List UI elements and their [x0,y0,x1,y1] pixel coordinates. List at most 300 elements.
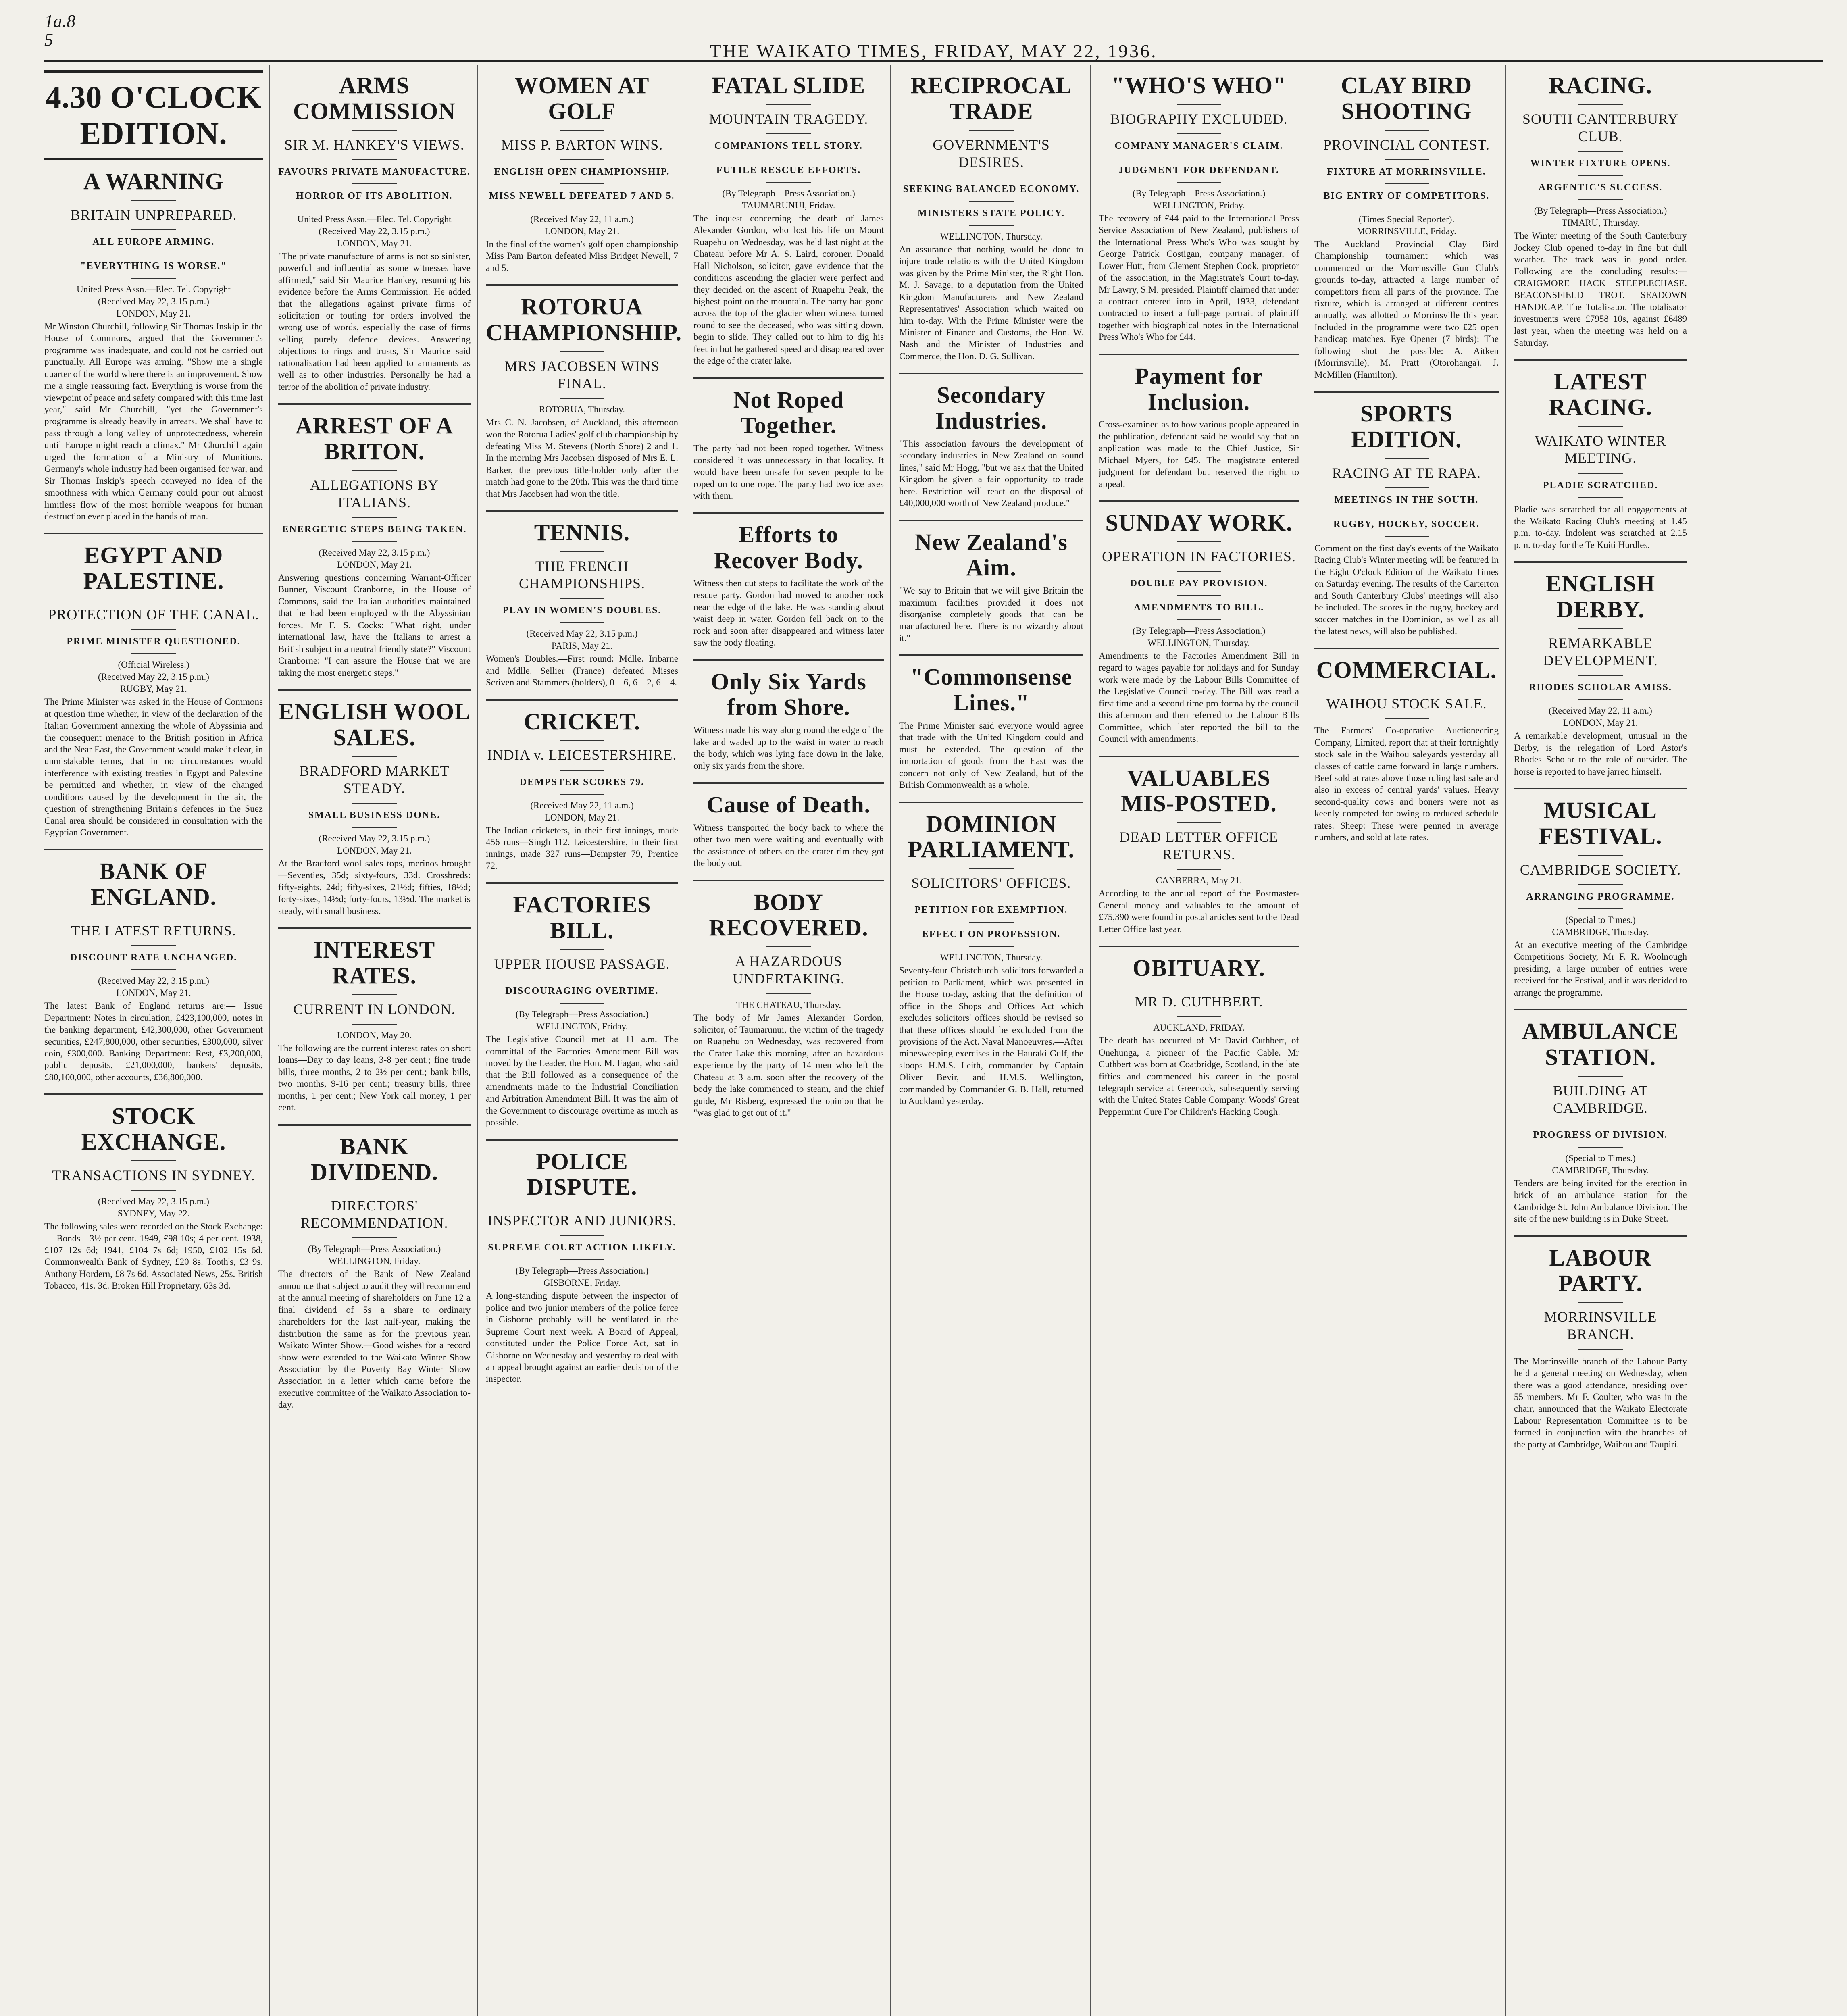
headline-rule [352,183,397,184]
article-body: The Prime Minister said everyone would agree that trade with the United Kingdom could and must be extended. The question of the importation of goods from the East was the concern not only of New Zealand, but of the British Commonwealth as a whole. [899,720,1083,790]
headline-rule [352,1237,397,1238]
article-body: Witness then cut steps to facilitate the work of the rescue party. Gordon had moved to another rock near the edge of the lake. He was standing about waist deep in water. Gordon fell back on to the rock and soon after disappeared and witness later saw the body floating. [693,578,884,648]
article-credit: (By Telegraph—Press Association.) [1132,626,1266,636]
article [693,782,884,869]
article-subhead: MRS JACOBSEN WINS FINAL. [504,358,660,392]
article-credit: (Official Wireless.) [118,660,189,670]
headline-rule [560,740,604,741]
article-body: Seventy-four Christchurch solicitors forwarded a petition to Parliament, which was presented in the House to-day, asking that the definition of office in the Shops and Offices Act which excludes solicitors' offices should be revised so that these offices should be excluded from the provisions of the Act. Naval Manoeuvres.—After minesweeping exercises in the Hauraki Gulf, the sloops H.M.S. Leith, commanded by Captain Oliver Bevir, and H.M.S. Wellington, commanded by Commander G. B. Hall, returned to Auckland yesterday. [899,965,1083,1106]
headline-rule [352,994,397,995]
article-divider [1514,788,1687,789]
article-subhead: HORROR OF ITS ABOLITION. [296,190,453,201]
article-subhead: BUILDING AT CAMBRIDGE. [1553,1082,1648,1116]
article-divider [1314,648,1499,649]
article [1514,1009,1687,1225]
article [44,849,263,1083]
headline-rule [560,1259,604,1260]
headline-rule [1385,536,1429,537]
masthead [44,28,1823,62]
headline-rule [560,398,604,399]
article-headline: New Zealand's Aim. [915,529,1068,581]
article-received: (Received May 22, 3.15 p.m.) [98,296,209,306]
article-body: The Farmers' Co-operative Auctioneering Company, Limited, report that at their fortnightly stock sale in the Waihou saleyards yesterday all classes of cattle came forward in large numbers. Beef sold at rates above those ruling last sale and also in excess of central yards' values. Heavy second-quality cows and boners were not as keenly competed for owing to reduced schedule rates. Sheep: These were penned in average numbers, and sold at late rates. [1314,725,1499,843]
article-headline: RACING. [1549,72,1652,98]
article-divider [486,510,678,512]
article-body: Mr Winston Churchill, following Sir Thomas Inskip in the House of Commons, argued that the Government's programme was inadequate, and could not be carried out punctually. All Europe was arming. "Show me a single quarter of the world where there is an improvement. Show me a single reassuring fact. Everything is worse from the viewpoint of peace and safety compared with this time last year," said Mr Churchill, "yet the Government's programme is already heavily in arrears. We shall have to pass through a long valley of unprotectedness, wherein until Europe might reach a climax." Mr Churchill again urged the formation of a Ministry of Munitions. Germany's whole industry had been organised for war, and Sir Thomas Inskip's speech conveyed no idea of the smoothness with which Germany could pour out almost limitless flow of the most horrible weapons for human destruction ever placed in the hands of man. [44,321,263,521]
article-subhead: MR D. CUTHBERT. [1135,993,1263,1010]
article-dateline: MORRINSVILLE, Friday. [1356,226,1457,236]
article-credit: (By Telegraph—Press Association.) [1132,188,1266,198]
article-divider [44,849,263,850]
article-subhead: CAMBRIDGE SOCIETY. [1520,861,1681,878]
article-headline: LABOUR PARTY. [1549,1244,1652,1297]
article [693,880,884,1119]
headline-rule [1578,908,1623,909]
article-received: (Received May 22, 3.15 p.m.) [98,672,209,682]
article-body: A long-standing dispute between the inspector of police and two junior members of the police force in Gisborne probably will be ventilated in the Supreme Court next week. A Board of Appeal, constituted under the Police Force Act, sat in Gisborne on Wednesday and yesterday to deal with an appeal brought against an earlier decision of the inspector. [486,1291,678,1384]
headline-rule [969,201,1014,202]
article-credit: (By Telegraph—Press Association.) [722,188,855,198]
article-divider [1099,354,1299,355]
article-divider [899,802,1083,803]
article-divider [44,533,263,534]
article-dateline: GISBORNE, Friday. [543,1278,621,1288]
article-body: The party had not been roped together. Witness considered it was unnecessary in that locality. It would have been unsafe for seven people to be roped on to one rope. The party had two ice axes with them. [693,443,884,501]
article-headline: VALUABLES MIS-POSTED. [1121,764,1277,817]
article-divider [44,1093,263,1095]
headline-rule [1578,884,1623,885]
headline-rule [560,159,604,160]
article-dateline: THE CHATEAU, Thursday. [736,1000,841,1010]
article [1099,354,1299,490]
article-body: The Winter meeting of the South Canterbury Jockey Club opened to-day in fine but dull weather. The track was in good order. Following are the concluding results:— CRAIGMORE HACK STEEPLECHASE. BEACONSFIELD TROT. SEADOWN HANDICAP. The Totalisator. The totalisator investments were £7958 10s, against £6489 last year, when the meeting was held on a Saturday. [1514,231,1687,348]
headline-rule [1385,130,1429,131]
headline-rule [131,200,176,201]
article [486,882,678,1128]
article [1099,500,1299,745]
article-dateline: LONDON, May 21. [1563,718,1638,728]
article [1514,359,1687,551]
headline-rule [1385,718,1429,719]
headline-rule [766,104,811,105]
article [486,510,678,688]
article-subhead: RACING AT TE RAPA. [1332,464,1481,481]
headline-rule [352,541,397,542]
article-credit: (Special to Times.) [1565,1153,1636,1163]
article-received: (Received May 22, 3.15 p.m.) [319,548,430,558]
article-body: The following sales were recorded on the Stock Exchange:— Bonds—3½ per cent. 1949, £98 10s; 4 per cent. 1938, £107 12s 6d; 1941, £104 7s 6d; 1950, £102 15s 6d. Commonwealth Bank of Sydney, £20 8s. Tooth's, £3 9s. Anthony Hordern, £8 7s 6d. Associated News, 25s. British Tobacco, 41s. 3d. Broken Hill Proprietary, 63s 3d. [44,1221,263,1291]
article-subhead: EFFECT ON PROFESSION. [922,929,1061,940]
article-body: The Prime Minister was asked in the House of Commons at question time whether, in view of the declaration of the Italian Government annexing the whole of Abyssinia and the consequent menace to the British position in Africa and the Near East, the Government would make it clear, in unmistakable terms, that in no circumstances would interference with existing treaties in Egypt and Palestine be permitted and whether, in view of the changed conditions caused by the development in the air, the question of strengthening Britain's defences in the Suez Canal area should be considered in consultation with the Egyptian Government. [44,697,263,838]
headline-rule [560,949,604,950]
headline-rule [560,1003,604,1004]
article-dateline: TIMARU, Thursday. [1562,218,1639,228]
article-divider [486,699,678,701]
article-credit: (By Telegraph—Press Association.) [1534,206,1667,216]
article-headline: RECIPROCAL TRADE [910,72,1072,124]
headline-rule [131,278,176,279]
column-3 [486,65,685,2016]
headline-rule [1578,1349,1623,1350]
article-subhead: THE FRENCH CHAMPIONSHIPS. [518,558,646,592]
article-divider [1514,1235,1687,1237]
article-dateline: WELLINGTON, Friday. [328,1256,421,1266]
article-divider [278,927,471,929]
article-body: In the final of the women's golf open championship Miss Pam Barton defeated Miss Bridget Newell, 7 and 5. [486,239,678,273]
article [278,689,471,917]
article-body: The recovery of £44 paid to the International Press Service Association of New Zealand, publishers of the International Press Who's Who was sought by George Patrick Costigan, company manager, of Lower Hutt, from Clement Stephen Cook, proprietor of the association, in the Magistrate's Court to-day. Mr Lawry, S.M. presided. Plaintiff claimed that under a contract entered into in April, 1933, defendant contracted to insert a full-page portrait of plaintiff together with biographical notes in the International Press Who's Who for £44. [1099,213,1299,342]
article-subhead: COMPANY MANAGER'S CLAIM. [1114,140,1283,151]
article-subhead: "EVERYTHING IS WORSE." [80,260,227,271]
headline-rule [1177,541,1221,542]
article-dateline: WELLINGTON, Friday. [1153,200,1245,210]
article-body: Women's Doubles.—First round: Mdlle. Iribarne and Mdlle. Sellier (France) defeated Misses Scriven and Stammers (holders), 0—6, 6—2, 6—4. [486,654,678,688]
headline-rule [1578,1147,1623,1148]
article-divider [693,782,884,784]
article [1514,73,1687,349]
article-dateline: LONDON, May 21. [337,238,412,248]
article-subhead: FIXTURE AT MORRINSVILLE. [1327,166,1486,177]
article-body: The directors of the Bank of New Zealand announce that subject to audit they will recommend at the annual meeting of shareholders on June 12 a final dividend of 5s a share to ordinary shareholders for the last half-year, making the distribution the same as for the previous year. Waikato Winter Show.—Good wishes for a record show were extended to the Waikato Winter Show Association by the Poverty Bay Winter Show Association in a letter which came before the executive committee of the Waikato Association to-day. [278,1269,471,1410]
article-dateline: WELLINGTON, Friday. [536,1021,628,1032]
article-body: Witness transported the body back to where the other two men were waiting and eventually with the assistance of others on the crater rim they got the body out. [693,822,884,868]
article-subhead: UPPER HOUSE PASSAGE. [494,956,670,972]
headline-rule [560,1235,604,1236]
article-subhead: DIRECTORS' RECOMMENDATION. [300,1198,448,1231]
article-subhead: PETITION FOR EXEMPTION. [914,905,1068,916]
article-headline: ENGLISH DERBY. [1545,571,1655,623]
headline-rule [131,945,176,946]
headline-rule [131,969,176,970]
article-headline: FACTORIES BILL. [513,891,651,944]
article-headline: BANK OF ENGLAND. [90,858,217,910]
article-body: The following are the current interest rates on short loans—Day to day loans, 3-8 per cent.; fine trade bills, three months, 2 to 2½ per cent.; bank bills, two months, 9-16 per cent.; treasury bills, three months, 1 per cent.; New York call money, 1 per cent. [278,1043,471,1113]
column-8 [1514,65,1693,2016]
article [278,1124,471,1411]
article-divider [278,403,471,405]
article-headline: Not Roped Together. [733,386,844,439]
headline-rule [969,922,1014,923]
article-subhead: BRITAIN UNPREPARED. [70,206,237,223]
headline-rule [1578,1302,1623,1303]
article-divider [1099,500,1299,502]
headline-rule [560,770,604,771]
headline-rule [1578,497,1623,498]
article-dateline: LONDON, May 20. [337,1030,412,1040]
article-dateline: LONDON, May 21. [337,560,412,570]
article-headline: TENNIS. [534,519,630,546]
article [693,73,884,367]
article-subhead: WAIHOU STOCK SALE. [1326,696,1487,712]
article-divider [1514,1009,1687,1010]
headline-rule [1578,104,1623,105]
headline-rule [352,756,397,757]
article [693,512,884,648]
article-subhead: FUTILE RESCUE EFFORTS. [716,165,861,175]
article-headline: EGYPT AND PALESTINE. [83,542,224,594]
headline-rule [560,551,604,552]
article-divider [1514,561,1687,563]
article-subhead: WINTER FIXTURE OPENS. [1530,158,1671,169]
article-subhead: GOVERNMENT'S DESIRES. [933,136,1050,170]
article [486,1139,678,1385]
headline-rule [131,1190,176,1191]
article-headline: INTEREST RATES. [313,937,435,989]
article-credit: United Press Assn.—Elec. Tel. Copyright [297,214,452,224]
headline-rule [352,827,397,828]
headline-rule [1385,159,1429,160]
article-headline: "WHO'S WHO" [1111,72,1287,98]
article [44,70,263,522]
article-received: (Received May 22, 3.15 p.m.) [319,226,430,236]
article [1314,391,1499,637]
article-subhead: REMARKABLE DEVELOPMENT. [1543,635,1658,669]
article [899,73,1083,362]
article [899,654,1083,791]
article-subhead: SMALL BUSINESS DONE. [308,810,441,821]
article-headline: STOCK EXCHANGE. [81,1103,226,1155]
article-body: Witness made his way along round the edge of the lake and waded up to the waist in water to reach the body, which was lying face down in the lake, only six yards from the shore. [693,725,884,771]
article [278,73,471,393]
headline-rule [1578,473,1623,474]
article-divider [693,659,884,661]
headline-rule [766,946,811,947]
article-dateline: PARIS, May 21. [551,641,613,651]
article-body: The Indian cricketers, in their first innings, made 456 runs—Singh 112. Leicestershire, in their first innings, made 327 runs—Dempster 79, Prentice 72. [486,825,678,871]
article-body: According to the annual report of the Postmaster-General money and valuables to the amount of £75,390 were found in postal articles sent to the Dead Letter Office last year. [1099,888,1299,934]
headline-rule [352,470,397,471]
article-dateline: TAUMARUNUI, Friday. [742,200,835,210]
article-subhead: FAVOURS PRIVATE MANUFACTURE. [278,166,471,177]
article-dateline: LONDON, May 21. [337,845,412,856]
article-subhead: INDIA v. LEICESTERSHIRE. [487,747,677,763]
article-dateline: WELLINGTON, Thursday. [940,231,1043,242]
article [1099,756,1299,935]
article-subhead: PROTECTION OF THE CANAL. [48,606,259,623]
article [1514,788,1687,998]
article-body: The latest Bank of England returns are:— Issue Department: Notes in circulation, £423,100,000, notes in the banking department, £42,300,000, other Government securities, £247,800,000, other securities, £300,000, silver coin, £300,000. Banking Department: Rest, £3,200,000, public deposits, £21,000,000, bankers' deposits, £80,100,000, other accounts, £36,800,000. [44,1001,263,1082]
headline-rule [131,653,176,654]
article-subhead: A HAZARDOUS UNDERTAKING. [733,953,845,987]
article-subhead: PRIME MINISTER QUESTIONED. [67,636,241,647]
headline-rule [766,993,811,994]
headline-rule [1578,675,1623,676]
article [1514,561,1687,777]
headline-rule [352,130,397,131]
article-received: (Received May 22, 11 a.m.) [530,800,634,810]
article-body: The death has occurred of Mr David Cuthbert, of Onehunga, a pioneer of the Pacific Cable. Mr Cuthbert was born at Coatbridge, Scotland, in the late fifties and commenced his career in the postal telegraph service at Greenock, subsequently serving with the United States Cable Company. Woods' Great Peppermint Cure For Children's Hacking Cough. [1099,1035,1299,1117]
article-body: An assurance that nothing would be done to injure trade relations with the United Kingdom was given by the Prime Minister, the Right Hon. M. J. Savage, to a deputation from the United Kingdom Manufacturers and New Zealand Representatives' Association which waited on him to-day. With the Prime Minister were the Minister of Finance and Customs, the Hon. W. Nash and the Minister of Industries and Commerce, the Hon. D. G. Sullivan. [899,244,1083,361]
article-subhead: ENERGETIC STEPS BEING TAKEN. [282,524,467,535]
article-divider [1514,359,1687,361]
headline-rule [1578,855,1623,856]
headline-rule [560,794,604,795]
article [486,284,682,500]
headline-rule [1578,151,1623,152]
article-subhead: ENGLISH OPEN CHAMPIONSHIP. [494,166,670,177]
article-subhead: WAIKATO WINTER MEETING. [1535,433,1666,467]
article-divider [278,689,471,691]
article [1314,73,1499,381]
article-subhead: ARRANGING PROGRAMME. [1526,891,1675,902]
article-received: (Received May 22, 3.15 p.m.) [526,629,638,639]
corner-mark: 1a.8 5 [44,11,75,50]
headline-rule [560,130,604,131]
headline-rule [560,351,604,352]
article-headline: FATAL SLIDE [712,72,866,98]
article-subhead: RHODES SCHOLAR AMISS. [1529,682,1672,693]
masthead-text: THE WAIKATO TIMES, FRIDAY, MAY 22, 1936. [710,41,1158,61]
headline-rule [1177,571,1221,572]
article-headline: ROTORUA CHAMPIONSHIP. [486,294,682,346]
article-subhead: RUGBY, HOCKEY, SOCCER. [1333,519,1480,529]
article-headline: BANK DIVIDEND. [310,1133,438,1185]
article-subhead: BIG ENTRY OF COMPETITORS. [1323,190,1490,201]
article [486,699,678,872]
headline-rule [969,225,1014,226]
headline-rule [1177,1016,1221,1017]
article-body: Comment on the first day's events of the Waikato Racing Club's Winter meeting will be featured in the Eight O'clock Edition of the Waikato Times on Saturday evening. The results of the Carterton and South Canterbury Clubs' meetings will also be included. The scores in the rugby, hockey and soccer matches in the Dominion, as well as all the latest news, will also be published. [1314,543,1499,636]
article-body: The Legislative Council met at 11 a.m. The committal of the Factories Amendment Bill was moved by the Leader, the Hon. M. Fagan, who said that the Bill followed as a consequence of the amendments made to the Industrial Conciliation and Arbitration Amendment Bill. It was the aim of the Government to discourage overtime as much as possible. [486,1034,678,1128]
article-received: (Received May 22, 3.15 p.m.) [98,1196,209,1207]
article-subhead: ALLEGATIONS BY ITALIANS. [310,477,439,510]
edition-banner: 4.30 O'CLOCK EDITION. [44,70,263,160]
article-subhead: MORRINSVILLE BRANCH. [1544,1309,1657,1343]
article-subhead: MOUNTAIN TRAGEDY. [709,110,868,127]
article-dateline: LONDON, May 21. [116,988,191,998]
article-headline: Cause of Death. [706,791,871,818]
article-subhead: DEAD LETTER OFFICE RETURNS. [1119,829,1279,863]
article-divider [278,1124,471,1126]
article-subhead: CURRENT IN LONDON. [293,1001,456,1017]
article-subhead: SOLICITORS' OFFICES. [911,875,1071,891]
headline-rule [766,133,811,134]
article-body: The inquest concerning the death of James Alexander Gordon, who lost his life on Mount Ruapehu on Wednesday, was held last night at the Chateau before Mr A. S. Laird, coroner. Donald Hall Nicholson, solicitor, gave evidence that the conditions ascending the glacier were perfect and they decided on the ascent of Ruapehu Peak, the highest point on the mountain. The party had gone across the top of the glacier when witness turned round to see the deceased, who was sitting down, begin to slide. They called out to him to dig his feet in but he gathered speed and disappeared over the edge of the crater lake. [693,213,884,366]
article-headline: SUNDAY WORK. [1105,510,1293,536]
headline-rule [1177,182,1221,183]
article-body: Mrs C. N. Jacobsen, of Auckland, this afternoon won the Rotorua Ladies' golf club championship by defeating Miss M. Stevens (North Shore) 2 and 1. In the morning Mrs Jacobsen disposed of Mrs E. L. Barker, the previous title-holder only after the match had gone to the 20th. This was the third time that Mrs Jacobsen had won the title. [486,417,678,499]
article-credit: (By Telegraph—Press Association.) [515,1266,649,1276]
article-headline: CLAY BIRD SHOOTING [1341,72,1472,124]
article-dateline: CAMBRIDGE, Thursday. [1552,927,1649,937]
article-subhead: BRADFORD MARKET STEADY. [299,762,450,796]
article-headline: ENGLISH WOOL SALES. [278,698,471,750]
article-subhead: PROGRESS OF DIVISION. [1533,1129,1668,1140]
article-subhead: JUDGMENT FOR DEFENDANT. [1118,165,1280,175]
article-subhead: MINISTERS STATE POLICY. [918,208,1065,219]
article-body: "This association favours the development of secondary industries in New Zealand on sound lines," said Mr Hogg, "but we ask that the United Kingdom be given a fair opportunity to trade here. Restriction will react on the disposal of £40,000,000 worth of New Zealand produce." [899,438,1083,508]
article-body: Cross-examined as to how various people appeared in the publication, defendant said he would say that an application was made to the Chief Justice, Sir Michael Myers, for £45. The magistrate entered judgment for defendant but reserved the right to appeal. [1099,419,1299,489]
article [1099,73,1299,343]
article-headline: MUSICAL FESTIVAL. [1539,797,1662,849]
headline-rule [352,159,397,160]
article-dateline: AUCKLAND, FRIDAY. [1153,1023,1245,1033]
article [486,73,678,274]
article-headline: Only Six Yards from Shore. [711,668,866,721]
article-divider [1099,756,1299,757]
article [1314,648,1499,843]
columns [44,65,1823,2016]
article-subhead: DISCOURAGING OVERTIME. [505,986,659,997]
article-body: Answering questions concerning Warrant-Officer Bunner, Viscount Cranborne, in the House of Commons, said the Italian authorities maintained that he had been employed with the Abyssinian forces. Mr F. S. Cocks: "What right, under international law, have the Italians to arrest a British subject in a neutral friendly state?" Viscount Cranborne: "I can assure the House that we are taking the most energetic steps." [278,573,471,678]
headline-rule [1177,133,1221,134]
headline-rule [969,868,1014,869]
headline-rule [1578,699,1623,700]
article [693,659,884,772]
headline-rule [1177,104,1221,105]
article-subhead: PROVINCIAL CONTEST. [1323,136,1490,153]
article-headline: OBITUARY. [1133,955,1265,981]
headline-rule [1177,619,1221,620]
article-subhead: MEETINGS IN THE SOUTH. [1334,494,1479,505]
article-dateline: RUGBY, May 21. [120,684,187,694]
article-headline: Payment for Inclusion. [1135,362,1263,415]
article-dateline: WELLINGTON, Thursday. [940,952,1043,963]
article-divider [486,284,678,286]
article-subhead: SIR M. HANKEY'S VIEWS. [284,136,464,153]
article-body: Tenders are being invited for the erection in brick of an ambulance station for the Cambridge St. John Ambulance Division. The site of the new building is in Duke Street. [1514,1178,1687,1224]
article-subhead: SUPREME COURT ACTION LIKELY. [488,1242,676,1253]
article-subhead: PLAY IN WOMEN'S DOUBLES. [502,605,662,616]
article-credit: United Press Assn.—Elec. Tel. Copyright [77,284,231,294]
headline-rule [560,598,604,599]
article-dateline: CANBERRA, May 21. [1156,875,1242,886]
headline-rule [131,229,176,230]
headline-rule [352,517,397,518]
article [1514,1235,1687,1450]
headline-rule [1578,175,1623,176]
headline-rule [1578,628,1623,629]
article-body: "The private manufacture of arms is not so sinister, powerful and influential as some witnesses have affirmed," said Sir Maurice Hankey, resuming his evidence before the Arms Commission. He added that the allegations against private firms of solicitation or touting for orders involved the wrong use of words, especially the case of firms selling purely defence devices. Answering objections to rings and trusts, Sir Maurice said rationalisation had been applied to armaments as well as to other industries. Personally he had a terror of the abolition of private industry. [278,251,471,392]
headline-rule [1578,426,1623,427]
article-headline: CRICKET. [524,708,640,735]
article-body: At an executive meeting of the Cambridge Competitions Society, Mr F. R. Woolnough presiding, a large number of entries were received for the Festival, and it was decided to arrange the programme. [1514,939,1687,998]
article-body: Pladie was scratched for all engagements at the Waikato Racing Club's meeting at 1.45 p.m. to-day. Indolent was scratched at 2.15 p.m. to-day for the Te Kuiti Hurdles. [1514,504,1687,550]
article-dateline: LONDON, May 21. [544,226,620,236]
headline-rule [131,629,176,630]
article-credit: (By Telegraph—Press Association.) [515,1009,649,1020]
article-subhead: DISCOUNT RATE UNCHANGED. [70,952,237,963]
article-headline: AMBULANCE STATION. [1522,1018,1679,1070]
headline-rule [131,1160,176,1161]
headline-rule [560,622,604,623]
article-divider [693,880,884,881]
article-divider [1314,391,1499,393]
article [278,403,471,679]
article-subhead: PLADIE SCRATCHED. [1543,480,1658,491]
column-2 [278,65,478,2016]
headline-rule [352,1024,397,1025]
article-dateline: WELLINGTON, Thursday. [1147,638,1250,648]
article-credit: (Times Special Reporter). [1358,214,1455,224]
article [899,520,1083,644]
column-7 [1314,65,1506,2016]
article-divider [693,377,884,379]
column-1 [44,65,270,2016]
article-headline: SPORTS EDITION. [1351,400,1462,452]
article-headline: ARREST OF A BRITON. [295,412,454,464]
article-received: (Received May 22, 11 a.m.) [530,214,634,224]
article-subhead: MISS NEWELL DEFEATED 7 AND 5. [489,190,675,201]
article [44,1093,263,1291]
article-body: "We say to Britain that we will give Britain the maximum facilities provided it does not disorganise completely goods that can be manufactured here. There is no wizardry about it." [899,585,1083,643]
column-6 [1099,65,1306,2016]
article-credit: (By Telegraph—Press Association.) [308,1244,441,1254]
headline-rule [1385,487,1429,488]
article-headline: COMMERCIAL. [1316,657,1497,683]
article-headline: Efforts to Recover Body. [714,521,863,574]
article-divider [1099,946,1299,947]
